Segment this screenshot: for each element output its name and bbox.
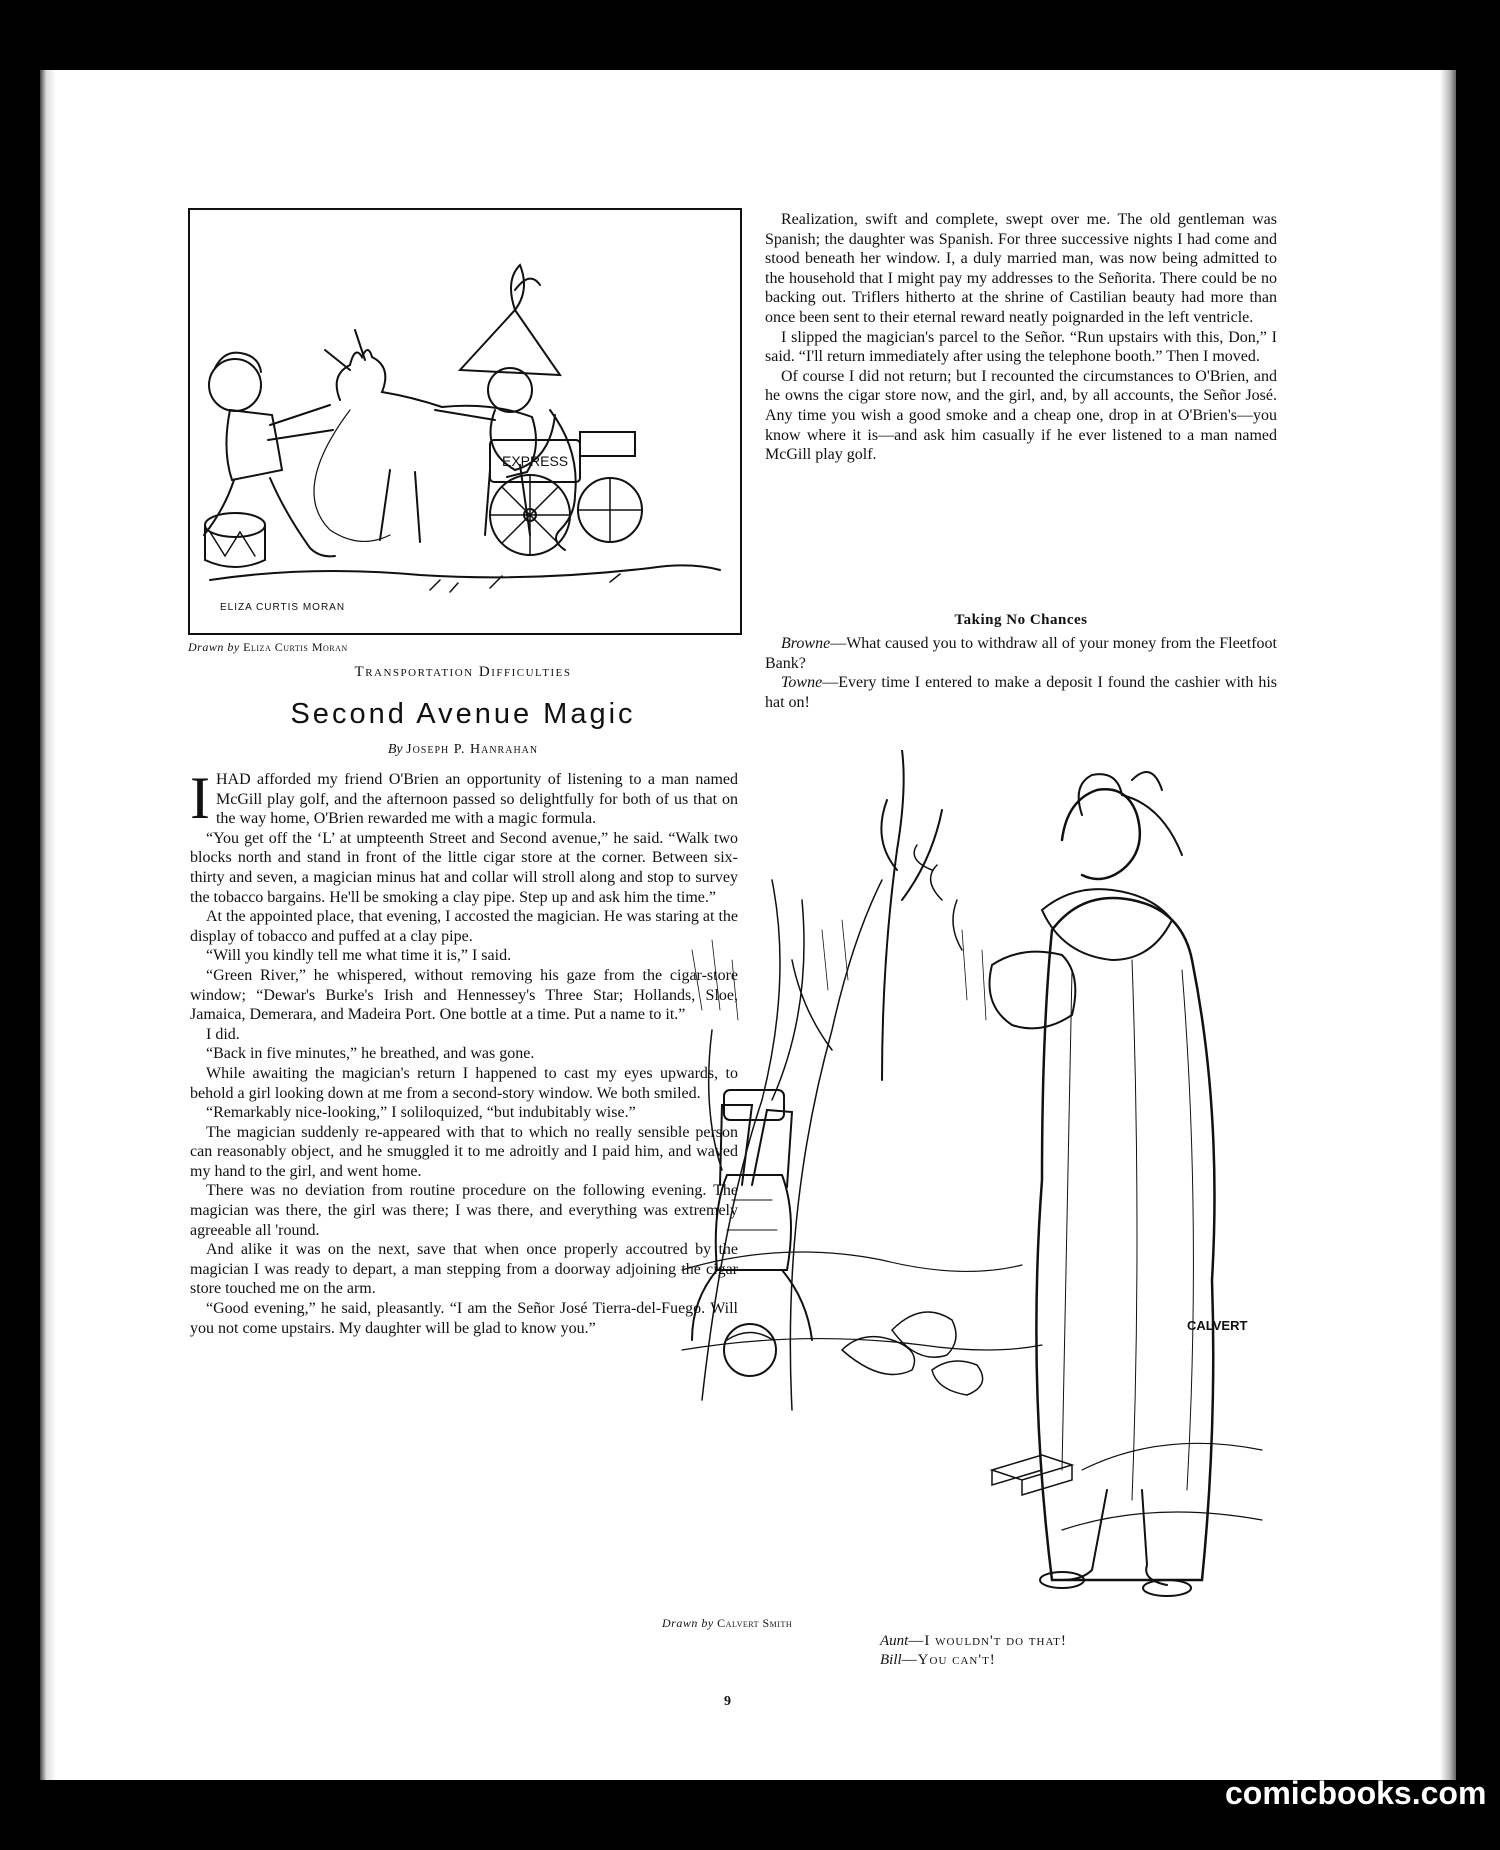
story-paragraph: “Good evening,” he said, pleasantly. “I am the Señor José Tierra-del-Fuego. Will you not come upstairs. My daughter will be glad to know you.” bbox=[190, 1300, 738, 1337]
story-paragraph: While awaiting the magician's return I happened to cast my eyes upwards, to behold a girl looking down at me from a second-story window. We both smiled. bbox=[190, 1064, 738, 1102]
page-gutter bbox=[40, 70, 56, 1780]
story-column-right bbox=[765, 210, 1277, 465]
story-paragraph: “You get off the ‘L’ at umpteenth Street and Second avenue,” he said. “Walk two blocks north and stand in front of the little cigar store at the corner. Between six-thirty and seven, a magician minus hat and collar will stroll along and stop to survey the tobacco bargains. He'll be smoking a clay pipe. Step up and ask him the time.” bbox=[190, 829, 738, 906]
story-paragraph: The magician suddenly re-appeared with that to which no really sensible person can reasonably object, and he smuggled it to me adroitly and I paid him, and waved my hand to the girl, and went home. bbox=[190, 1123, 738, 1180]
joke-line bbox=[765, 673, 1277, 712]
author-name: Joseph P. Hanrahan bbox=[406, 742, 539, 757]
illustration-caption: Transportation Difficulties bbox=[354, 664, 572, 680]
illustration-credit bbox=[188, 640, 348, 655]
watermark: comicbooks.com bbox=[1225, 1775, 1487, 1811]
story-title: Second Avenue Magic bbox=[290, 698, 636, 730]
caption-text: —You can't! bbox=[901, 1652, 996, 1668]
joke-line bbox=[765, 634, 1277, 673]
page-edge bbox=[1440, 70, 1456, 1780]
caption-line bbox=[880, 1632, 1140, 1651]
story-paragraph: I did. bbox=[206, 1025, 240, 1043]
byline-prefix: By bbox=[387, 742, 403, 757]
story-paragraph: “Back in five minutes,” he breathed, and was gone. bbox=[206, 1045, 535, 1063]
illustration-credit bbox=[662, 1616, 792, 1631]
story-paragraph: There was no deviation from routine procedure on the following evening. The magician was there, the girl was there; I was there, and everything was extremely agreeable all 'round. bbox=[190, 1182, 738, 1239]
drop-cap: I bbox=[190, 765, 210, 831]
joke-text: —Every time I entered to make a deposit I found the cashier with his hat on! bbox=[765, 674, 1277, 711]
joke-title: Taking No Chances bbox=[954, 612, 1088, 628]
cartoon-aunt-and-boy bbox=[662, 750, 1312, 1610]
joke-dialogue bbox=[765, 634, 1277, 712]
artist-signature: ELIZA CURTIS MORAN bbox=[220, 602, 346, 613]
story-paragraph: Realization, swift and complete, swept over me. The old gentleman was Spanish; the daughter was Spanish. For three successive nights I had come and stood beneath her window. I, a duly married man, was now being admitted to the household that I might pay my addresses to the Señorita. There could be no backing out. Triflers hitherto at the shrine of Castilian beauty had more than once been sent to their eternal reward neatly poignarded in the left ventricle. bbox=[765, 211, 1277, 326]
caption-speaker: Aunt bbox=[880, 1633, 909, 1649]
joke-speaker: Browne bbox=[781, 635, 831, 652]
wagon-sign-text: EXPRESS bbox=[502, 453, 569, 469]
caption-text: —I wouldn't do that! bbox=[908, 1633, 1067, 1649]
story-paragraph: And alike it was on the next, save that when once properly accoutred by the magician I was ready to depart, a man stepping from a doorway adjoining the cigar store touched me on the arm. bbox=[190, 1241, 738, 1298]
credit-name: Eliza Curtis Moran bbox=[243, 640, 348, 654]
illustration-aunt-bill bbox=[662, 750, 1312, 1610]
caption-line bbox=[880, 1651, 1140, 1670]
story-byline bbox=[188, 742, 738, 758]
story-column-left bbox=[190, 765, 738, 1338]
story-paragraph: Of course I did not return; but I recounted the circumstances to O'Brien, and he owns the cigar store now, and the girl, and, by all accounts, the Señor José. Any time you wish a good smoke and a cheap one, drop in at O'Brien's—you know where it is—and ask him casually if he ever listened to a man named McGill play golf. bbox=[765, 367, 1277, 464]
story-first-paragraph: HAD afforded my friend O'Brien an opportunity of listening to a man named McGill play golf, and the afternoon passed so delightfully for both of us that on the way home, O'Brien rewarded me with a magic formula. bbox=[215, 771, 738, 828]
page-number: 9 bbox=[724, 1694, 731, 1709]
credit-name: Calvert Smith bbox=[717, 1616, 793, 1630]
illustration-transportation bbox=[188, 208, 742, 635]
credit-prefix: Drawn by bbox=[188, 640, 240, 654]
cartoon-children-goat-cart bbox=[190, 210, 740, 633]
illustration-caption bbox=[880, 1632, 1140, 1670]
joke-speaker: Towne bbox=[781, 674, 823, 692]
joke-text: —What caused you to withdraw all of your money from the Fleetfoot Bank? bbox=[765, 635, 1277, 672]
story-paragraph bbox=[190, 765, 738, 831]
story-paragraph: “Remarkably nice-looking,” I soliloquized, “but indubitably wise.” bbox=[206, 1104, 636, 1122]
credit-prefix: Drawn by bbox=[662, 1616, 714, 1630]
story-paragraph: I slipped the magician's parcel to the Señor. “Run upstairs with this, Don,” I said. “I'll return immediately after using the telephone booth.” Then I moved. bbox=[765, 328, 1277, 366]
story-paragraph: “Green River,” he whispered, without removing his gaze from the cigar-store window; “Dewar's Burke's Irish and Hennessey's Three Star; Hollands, Sloe, Jamaica, Demerara, and Madeira Port. One bottle at a time. Put a name to it.” bbox=[190, 966, 738, 1024]
artist-signature: CALVERT bbox=[1187, 1318, 1248, 1333]
story-paragraph: “Will you kindly tell me what time it is,” I said. bbox=[206, 947, 512, 965]
caption-speaker: Bill bbox=[880, 1652, 902, 1668]
story-paragraph: At the appointed place, that evening, I accosted the magician. He was staring at the display of tobacco and puffed at a clay pipe. bbox=[190, 908, 738, 945]
